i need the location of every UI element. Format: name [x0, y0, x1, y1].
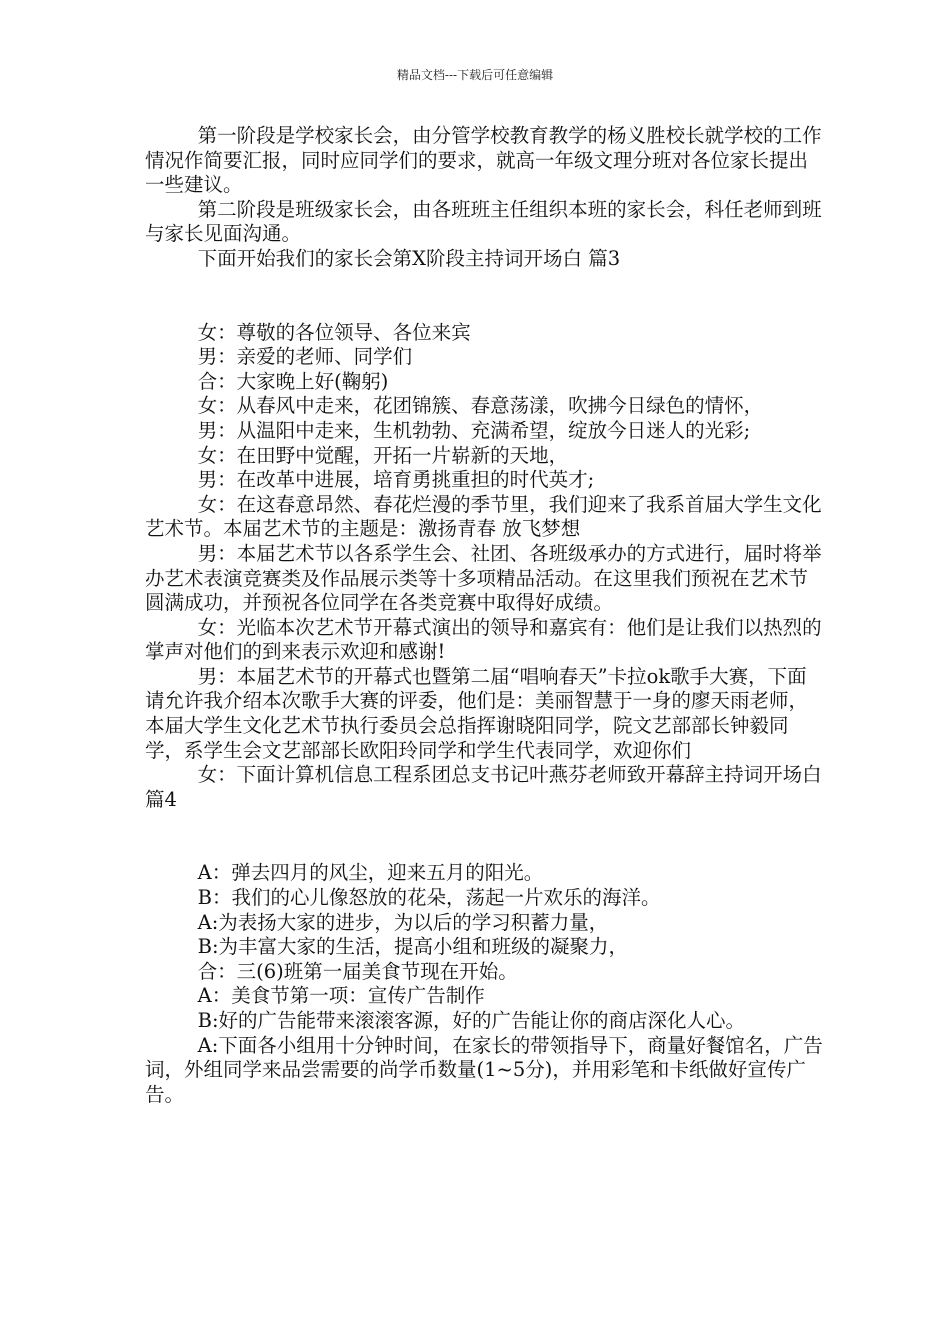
paragraph: 男：从温阳中走来，生机勃勃、充满希望，绽放今日迷人的光彩;: [197, 418, 751, 442]
paragraph: B：我们的心儿像怒放的花朵，荡起一片欢乐的海洋。: [197, 886, 661, 910]
paragraph: 第二阶段是班级家长会，由各班班主任组织本班的家长会，科任老师到班与家长见面沟通。: [145, 197, 822, 246]
paragraph: A:下面各小组用十分钟时间，在家长的带领指导下，商量好餐馆名，广告词，外组同学来品尝需要的尚学币数量(1~5分)，并用彩笔和卡纸做好宣传广告。: [145, 1033, 823, 1106]
paragraph: 女：光临本次艺术节开幕式演出的领导和嘉宾有：他们是让我们以热烈的掌声对他们的到来表示欢迎和感谢!: [145, 615, 822, 664]
paragraph: 女：尊敬的各位领导、各位来宾: [197, 320, 471, 344]
paragraph: 女：下面计算机信息工程系团总支书记叶燕芬老师致开幕辞主持词开场白 篇4: [145, 763, 822, 811]
paragraph: B:为丰富大家的生活，提高小组和班级的凝聚力，: [197, 935, 629, 959]
paragraph: 男：本届艺术节的开幕式也暨第二届“唱响春天”卡拉ok歌手大赛，下面请允许我介绍本次歌手大赛的评委，他们是：美丽智慧于一身的廖天雨老师，本届大学生文化艺术节执行委员会总指挥谢晓阳同学，院文艺部部长钟毅同学，系学生会文艺部部长欧阳玲同学和学生代表同学，欢迎你们: [145, 664, 809, 762]
paragraph: 男：亲爱的老师、同学们: [197, 345, 413, 369]
paragraph: 下面开始我们的家长会第X阶段主持词开场白 篇3: [197, 246, 621, 270]
paragraph: A：美食节第一项：宣传广告制作: [197, 984, 485, 1008]
page-header: 精品文档---下载后可任意编辑: [396, 68, 554, 82]
paragraph: 女：在这春意昂然、春花烂漫的季节里，我们迎来了我系首届大学生文化艺术节。本届艺术节的主题是：激扬青春 放飞梦想: [145, 492, 822, 541]
paragraph: 女：在田野中觉醒，开拓一片崭新的天地，: [197, 443, 569, 467]
blank-line: [145, 812, 825, 861]
paragraph: 男：在改革中进展，培育勇挑重担的时代英才;: [197, 468, 595, 492]
paragraph: 合：三(6)班第一届美食节现在开始。: [197, 959, 518, 983]
paragraph: A:为表扬大家的进步，为以后的学习积蓄力量，: [197, 910, 609, 934]
paragraph: A：弹去四月的风尘，迎来五月的阳光。: [197, 861, 544, 885]
document-body: [145, 124, 825, 1107]
paragraph: 合：大家晚上好(鞠躬): [197, 369, 389, 393]
blank-line: [145, 272, 825, 321]
paragraph: 女：从春风中走来，花团锦簇、春意荡漾，吹拂今日绿色的情怀，: [197, 394, 764, 418]
paragraph: B:好的广告能带来滚滚客源，好的广告能让你的商店深化人心。: [197, 1009, 746, 1032]
paragraph: 男：本届艺术节以各系学生会、社团、各班级承办的方式进行，届时将举办艺术表演竞赛类及作品展示类等十多项精品活动。在这里我们预祝在艺术节圆满成功，并预祝各位同学在各类竞赛中取得好成绩。: [145, 541, 822, 615]
paragraph: 第一阶段是学校家长会，由分管学校教育教学的杨义胜校长就学校的工作情况作简要汇报，同时应同学们的要求，就高一年级文理分班对各位家长提出一些建议。: [145, 124, 822, 197]
